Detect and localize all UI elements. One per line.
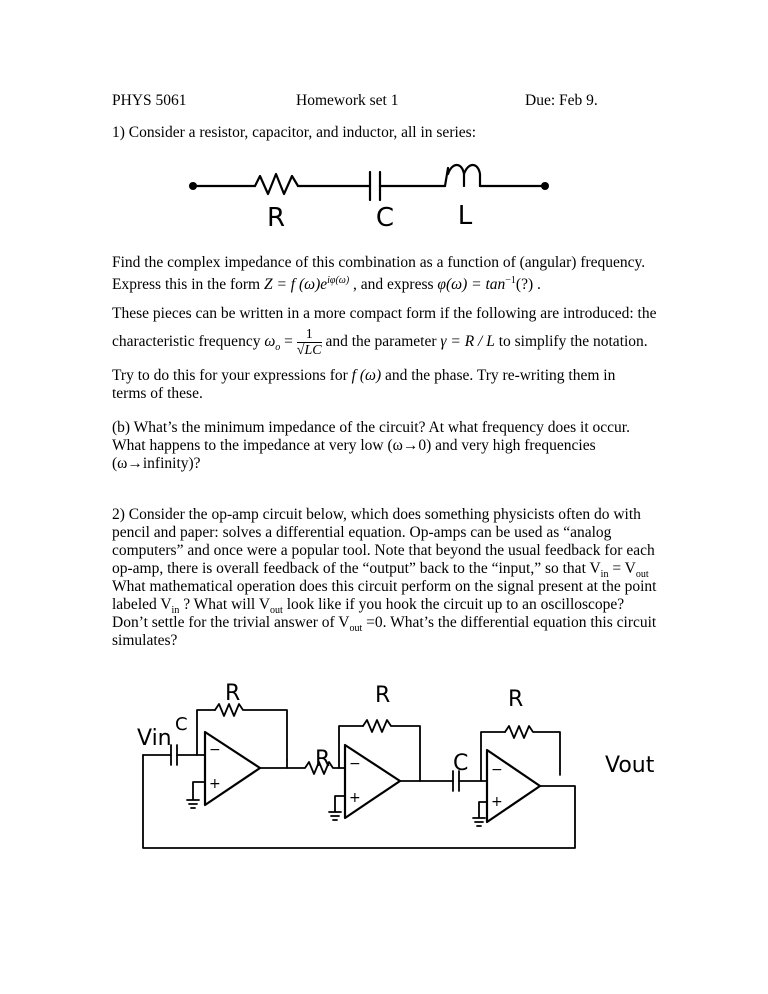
q2-line4: op-amp, there is overall feedback of the “output” back to the “input,” so that $V_{in} = V_{out}$ (112, 560, 649, 581)
q1-para3-line2: terms of these. (112, 385, 203, 402)
r2-label: R (315, 747, 331, 772)
param-mid: and the parameter (321, 333, 441, 350)
fraction-denominator: √LC (296, 342, 322, 358)
q1-line2-pre: Express this in the form (112, 276, 264, 294)
course-code: PHYS 5061 (112, 92, 187, 109)
resistor-symbol (255, 174, 298, 194)
q1-para2-line2 (112, 325, 648, 365)
capacitor-label: C (375, 203, 395, 233)
q1-para3-line1: Try to do this for your expressions for f (ω) and the phase. Try re-writing them in (112, 367, 616, 384)
opamp2-minus: − (349, 756, 361, 772)
phase-inverse: −1 (505, 275, 516, 286)
opamp1-plus: + (209, 776, 221, 792)
omega0-sub: o (275, 342, 281, 354)
q1b-line1: (b) What’s the minimum impedance of the circuit? At what frequency does it occur. (112, 419, 630, 436)
q1-intro: 1) Consider a resistor, capacitor, and inductor, all in series: (112, 124, 477, 141)
q1-line2 (112, 272, 541, 294)
due-date: Due: Feb 9. (525, 92, 598, 109)
impedance-form-eq: Z = f (ω)e (263, 276, 328, 294)
r3-label: R (375, 683, 391, 708)
q1-line1: Find the complex impedance of this combination as a function of (angular) frequency. (112, 254, 646, 271)
q2-line5: What mathematical operation does this circuit perform on the signal present at the point (112, 578, 657, 595)
q2-line7: Don’t settle for the trivial answer of $V_{out} =0$. What’s the differential equation this circuit (112, 614, 657, 635)
c1-label: C (175, 714, 188, 735)
ground-2 (329, 796, 345, 820)
right-terminal (541, 182, 549, 190)
rlc-circuit-diagram (180, 148, 620, 236)
vin-label: Vin (137, 726, 172, 751)
inductor-symbol (445, 165, 480, 186)
q2-line3: computers” and once were a popular tool. Note that beyond the usual feedback for each (112, 542, 655, 559)
q1-para2-line1: These pieces can be written in a more compact form if the following are introduced: the (112, 305, 657, 322)
q2-line2: pencil and paper: solves a differential equation. Op-amps can be used as “analog (112, 524, 612, 541)
q2-line6: labeled $V_{in}$ ? What will $V_{out}$ look like if you hook the circuit up to an oscilloscope? (112, 596, 625, 617)
ground-3 (473, 802, 487, 826)
gamma-eq: γ = R / L (440, 333, 495, 350)
omega0-symbol: ω (264, 333, 276, 350)
resistor-label: R (266, 203, 286, 233)
opamp1-minus: − (209, 742, 221, 758)
q1-line2-mid: , and express (349, 276, 438, 294)
q2-line1: 2) Consider the op-amp circuit below, which does something physicists often do with (112, 506, 641, 523)
vout-label: Vout (605, 753, 655, 778)
opamp3-plus: + (491, 794, 503, 810)
q1-line2-end: (?) . (515, 276, 541, 294)
opamp3-minus: − (491, 762, 503, 778)
char-freq-pre: characteristic frequency (112, 333, 265, 350)
inductor-label: L (457, 201, 473, 231)
param-end: to simplify the notation. (494, 333, 648, 350)
opamp-circuit-diagram (135, 650, 695, 860)
q1b-line2: What happens to the impedance at very low (ω→0) and very high frequencies (112, 437, 596, 454)
capacitor-symbol (370, 172, 380, 200)
opamp2-plus: + (349, 790, 361, 806)
r1-label: R (225, 681, 241, 706)
r4-label: R (508, 687, 524, 712)
phase-eq: φ(ω) = tan (437, 276, 506, 294)
ground-1 (187, 782, 205, 808)
feedback-resistor-2 (363, 720, 420, 780)
eq-sign: = (280, 333, 297, 350)
opamp-3 (487, 750, 540, 822)
feedback-resistor-1 (215, 704, 287, 760)
homework-title: Homework set 1 (296, 92, 399, 109)
impedance-exp: iφ(ω) (327, 275, 350, 286)
c2-label: C (453, 751, 469, 776)
fraction-numerator: 1 (297, 327, 322, 343)
char-freq-fraction (297, 327, 322, 358)
q2-line8: simulates? (112, 632, 178, 649)
q1b-line3: (ω→infinity)? (112, 455, 201, 472)
